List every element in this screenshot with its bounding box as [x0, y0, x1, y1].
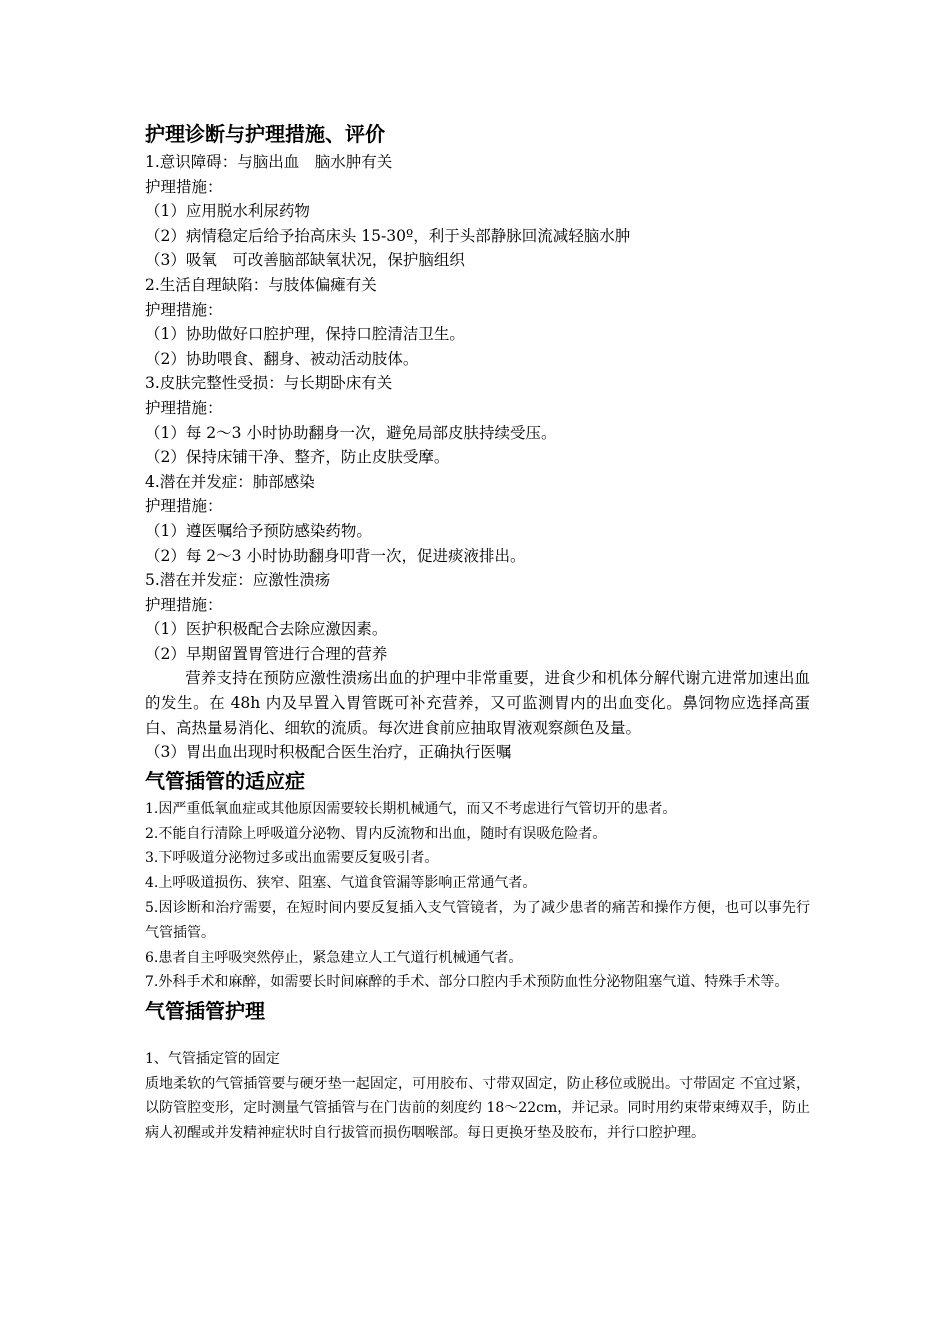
list-item: 3.下呼吸道分泌物过多或出血需要反复吸引者。: [145, 850, 439, 867]
section-heading: 气管插管护理: [145, 999, 265, 1024]
text-line: 5.潜在并发症：应激性溃疡: [145, 571, 331, 590]
section-heading: 护理诊断与护理措施、评价: [145, 122, 385, 146]
text-line: 护理措施：: [145, 595, 223, 614]
text-line: 护理措施：: [145, 177, 223, 196]
nutrition-paragraph: 营养支持在预防应激性溃疡出血的护理中非常重要，进食少和机体分解代谢亢进常加速出血的发生。在 48h 内及早置入胃管既可补充营养，又可监测胃内的出血变化。鼻饲物应选择高蛋白、高热量易消化、细软的流质。每次进食前应抽取胃液观察颜色及量。: [145, 669, 810, 737]
text-line: （1）协助做好口腔护理，保持口腔清洁卫生。: [145, 325, 465, 344]
text-line: （2）每 2～3 小时协助翻身叩背一次，促进痰液排出。: [145, 546, 526, 565]
spacer: [145, 1027, 810, 1047]
text-line: （3）吸氧 可改善脑部缺氧状况，保护脑组织: [145, 251, 465, 270]
section-heading: 气管插管的适应症: [145, 768, 305, 793]
text-line: 护理措施：: [145, 300, 223, 319]
text-line: （1）应用脱水利尿药物: [145, 202, 310, 221]
text-line: （2）病情稳定后给予抬高床头 15-30º，利于头部静脉回流减轻脑水肿: [145, 226, 631, 245]
nursing-diagnosis-section: [145, 118, 810, 765]
text-line: 4.潜在并发症：肺部感染: [145, 472, 315, 491]
document-page: [145, 118, 810, 1145]
list-item: 7.外科手术和麻醉，如需要长时间麻醉的手术、部分口腔内手术预防血性分泌物阻塞气道、特殊手术等。: [145, 974, 789, 991]
text-line: （2）早期留置胃管进行合理的营养: [145, 644, 388, 663]
list-item: 6.患者自主呼吸突然停止，紧急建立人工气道行机械通气者。: [145, 949, 523, 966]
intubation-care-section: [145, 995, 810, 1145]
text-line: 护理措施：: [145, 398, 223, 417]
text-line: 护理措施：: [145, 497, 223, 516]
fixation-paragraph: 质地柔软的气管插管要与硬牙垫一起固定，可用胶布、寸带双固定，防止移位或脱出。寸带固定 不宜过紧，以防管腔变形，定时测量气管插管与在门齿前的刻度约 18～22cm，并记录。同时用约束带束缚双手，防止病人初醒或并发精神症状时自行拔管而损伤咽喉部。每日更换牙垫及胶布，并行口腔护理。: [145, 1075, 810, 1141]
text-line: （2）协助喂食、翻身、被动活动肢体。: [145, 349, 419, 368]
text-line: （3）胃出血出现时积极配合医生治疗，正确执行医嘱: [145, 743, 512, 762]
list-item: 4.上呼吸道损伤、狭窄、阻塞、气道食管漏等影响正常通气者。: [145, 875, 537, 892]
text-line: （1）医护积极配合去除应激因素。: [145, 620, 388, 639]
list-item: 2.不能自行清除上呼吸道分泌物、胃内反流物和出血，随时有误吸危险者。: [145, 825, 607, 842]
text-line: （1）遵医嘱给予预防感染药物。: [145, 521, 372, 540]
text-line: 2.生活自理缺陷：与肢体偏瘫有关: [145, 275, 377, 294]
list-item: 5.因诊断和治疗需要，在短时间内要反复插入支气管镜者，为了减少患者的痛苦和操作方便，也可以事先行气管插管。: [145, 900, 810, 941]
text-line: 3.皮肤完整性受损：与长期卧床有关: [145, 374, 393, 393]
text-line: （1）每 2～3 小时协助翻身一次，避免局部皮肤持续受压。: [145, 423, 557, 442]
text-line: 1.意识障碍：与脑出血 脑水肿有关: [145, 153, 393, 171]
text-line: （2）保持床铺干净、整齐，防止皮肤受摩。: [145, 448, 450, 467]
list-item: 1.因严重低氧血症或其他原因需要较长期机械通气，而又不考虑进行气管切开的患者。: [145, 800, 677, 817]
intubation-indications-section: [145, 765, 810, 995]
subheading: 1、气管插定管的固定: [145, 1051, 280, 1068]
